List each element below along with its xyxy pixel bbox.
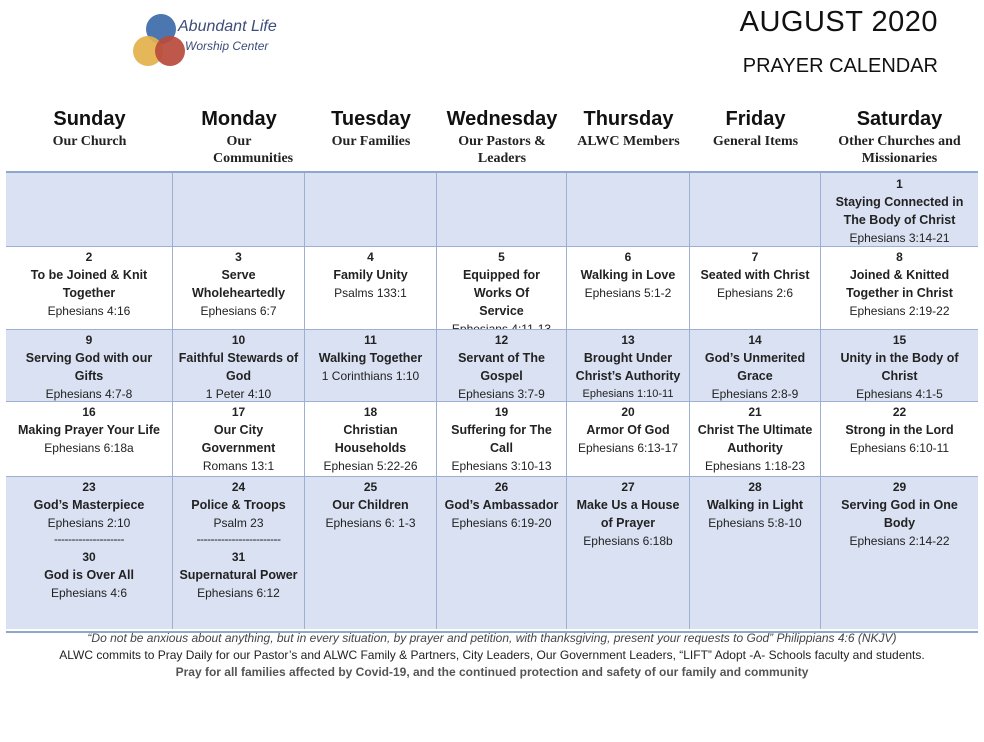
weekday-name: Tuesday	[331, 108, 411, 130]
day-cell	[821, 329, 978, 401]
prayer-topic: Seated with Christ	[700, 268, 810, 282]
day-cell	[567, 476, 690, 629]
date-number: 6	[624, 250, 632, 264]
date-number: 31	[231, 550, 246, 564]
weekday-focus: Our Church	[52, 134, 127, 149]
scripture-reference: Ephesians 3:10-13	[451, 459, 552, 473]
date-number: 1	[896, 177, 903, 191]
day-cell	[437, 401, 567, 476]
weekday-header-1	[173, 108, 305, 167]
date-number: 5	[498, 250, 505, 264]
date-number: 2	[85, 250, 93, 264]
date-number: 23	[82, 480, 96, 494]
date-number: 17	[231, 405, 246, 419]
prayer-topic: Armor Of God	[586, 423, 670, 437]
entry-separator: ------------------------	[196, 532, 281, 546]
day-cell	[6, 173, 173, 246]
scripture-reference: Ephesians 4:1-5	[856, 387, 943, 401]
date-number: 22	[892, 405, 907, 419]
day-cell	[305, 329, 437, 401]
month-title: AUGUST 2020	[739, 6, 938, 38]
day-cell	[305, 401, 437, 476]
prayer-topic: Joined & Knitted Together in Christ	[846, 268, 953, 300]
scripture-reference: Ephesians 2:14-22	[849, 534, 950, 548]
prayer-topic: Servant of The Gospel	[458, 351, 545, 383]
weekday-focus: Our Families	[331, 134, 411, 149]
scripture-reference: Ephesians 6:18b	[583, 534, 673, 548]
date-number: 24	[231, 480, 246, 494]
date-number: 10	[231, 333, 246, 347]
week-divider	[6, 329, 978, 330]
prayer-topic: Walking in Light	[706, 498, 804, 512]
date-number: 7	[751, 250, 759, 264]
footer-covid-prayer: Pray for all families affected by Covid-19, and the continued protection and safety of our family and community	[175, 665, 809, 679]
week-divider	[6, 476, 978, 477]
prayer-topic: To be Joined & Knit Together	[30, 268, 148, 300]
weekday-header-5	[690, 108, 821, 150]
prayer-topic: Equipped for Works Of Service	[462, 268, 541, 318]
day-cell	[690, 246, 821, 329]
day-cell	[567, 173, 690, 246]
date-number: 30	[82, 550, 96, 564]
prayer-topic: Police & Troops	[191, 498, 286, 512]
entry-separator: --------------------	[54, 532, 124, 546]
prayer-topic: God’s Ambassador	[444, 498, 559, 512]
prayer-topic: Staying Connected in The Body of Christ	[835, 195, 964, 227]
date-number: 14	[748, 333, 762, 347]
day-cell	[567, 401, 690, 476]
scripture-reference: Ephesians 3:7-9	[458, 387, 545, 401]
logo-tagline: Worship Center	[185, 39, 269, 53]
scripture-reference: Ephesians 2:8-9	[711, 387, 799, 401]
weekday-name: Sunday	[53, 108, 126, 130]
weekday-header-6	[821, 108, 978, 167]
day-cell	[173, 246, 305, 329]
date-number: 13	[621, 333, 635, 347]
scripture-reference: Ephesians 1:10-11	[582, 388, 674, 400]
day-cell	[690, 173, 821, 246]
prayer-topic: God’s Masterpiece	[33, 498, 145, 512]
prayer-topic: Christian Households	[334, 423, 407, 455]
day-cell	[821, 173, 978, 246]
footer-commitment: ALWC commits to Pray Daily for our Pastor’s and ALWC Family & Partners, City Leaders, Our Government Leaders, “LIFT” Adopt -A- Schools faculty and students.	[59, 648, 925, 662]
date-number: 8	[896, 250, 903, 264]
prayer-topic: God’s Unmerited Grace	[704, 351, 806, 383]
weekday-header-3	[437, 108, 567, 167]
scripture-reference: Ephesians 5:8-10	[708, 516, 802, 530]
scripture-reference: Ephesians 4:7-8	[45, 387, 133, 401]
date-number: 11	[364, 333, 377, 347]
date-number: 9	[85, 333, 93, 347]
day-cell	[437, 246, 567, 329]
scripture-reference: Ephesians 3:14-21	[849, 231, 950, 245]
prayer-topic: Making Prayer Your Life	[18, 423, 160, 437]
scripture-reference: Ephesians 6:12	[197, 586, 280, 600]
weekday-focus: Our Pastors & Leaders	[458, 134, 546, 166]
date-number: 19	[494, 405, 509, 419]
day-cell	[821, 401, 978, 476]
prayer-topic: Walking in Love	[580, 268, 676, 282]
logo-red-circle	[155, 36, 185, 66]
date-number: 21	[748, 405, 762, 419]
prayer-topic: God is Over All	[44, 568, 134, 582]
date-number: 29	[892, 480, 907, 494]
scripture-reference: Ephesians 6:13-17	[577, 441, 679, 455]
scripture-reference: Ephesian 5:22-26	[323, 459, 418, 473]
prayer-topic: Serve Wholeheartedly	[191, 268, 286, 300]
date-number: 26	[494, 480, 509, 494]
day-cell	[173, 329, 305, 401]
weekday-header-2	[305, 108, 437, 150]
prayer-topic: Serving God with our Gifts	[25, 351, 153, 383]
scripture-reference: Psalms 133:1	[334, 286, 407, 300]
prayer-topic: Supernatural Power	[179, 568, 298, 582]
day-cell	[690, 329, 821, 401]
day-cell	[437, 329, 567, 401]
date-number: 16	[82, 405, 96, 419]
prayer-topic: Faithful Stewards of God	[178, 351, 299, 383]
day-cell	[6, 246, 173, 329]
day-cell	[173, 401, 305, 476]
prayer-topic: Brought Under Christ’s Authority	[575, 351, 681, 383]
calendar-grid	[6, 171, 978, 633]
weekday-name: Monday	[201, 108, 277, 130]
scripture-reference: Ephesians 1:18-23	[704, 459, 806, 473]
date-number: 18	[363, 405, 378, 419]
scripture-reference: Ephesians 4:6	[50, 586, 128, 600]
day-cell	[821, 246, 978, 329]
scripture-reference: Ephesians 6:7	[200, 304, 277, 318]
day-cell	[6, 476, 173, 629]
date-number: 28	[748, 480, 762, 494]
date-number: 27	[621, 480, 635, 494]
scripture-reference: Psalm 23	[213, 516, 264, 530]
scripture-reference: Ephesians 2:6	[716, 286, 794, 300]
weekday-name: Thursday	[583, 108, 674, 130]
weekday-header-4	[567, 108, 690, 150]
prayer-topic: Christ The Ultimate Authority	[697, 423, 813, 455]
footer-quote	[6, 631, 978, 645]
scripture-reference: Ephesians 2:19-22	[849, 304, 950, 318]
day-cell	[305, 476, 437, 629]
day-cell	[567, 246, 690, 329]
weekday-focus: General Items	[712, 134, 799, 149]
prayer-topic: Make Us a House of Prayer	[576, 498, 680, 530]
prayer-topic: Family Unity	[333, 268, 408, 282]
church-logo	[133, 14, 303, 70]
day-cell	[305, 173, 437, 246]
weekday-focus: ALWC Members	[577, 134, 680, 149]
scripture-reference: Ephesians 6: 1-3	[325, 516, 416, 530]
day-cell	[6, 329, 173, 401]
day-cell	[305, 246, 437, 329]
weekday-header-0	[6, 108, 173, 150]
week-divider	[6, 246, 978, 247]
prayer-topic: Our City Government	[201, 423, 276, 455]
quote-text: “Do not be anxious about anything, but in every situation, by prayer and petition, with thanksgiving, present your requests to God”	[87, 631, 774, 645]
date-number: 15	[892, 333, 907, 347]
prayer-topic: Serving God in One Body	[841, 498, 958, 530]
scripture-reference: 1 Peter 4:10	[205, 387, 272, 401]
day-cell	[173, 173, 305, 246]
date-number: 25	[363, 480, 378, 494]
scripture-reference: Ephesians 6:18a	[44, 441, 134, 455]
day-cell	[173, 476, 305, 629]
date-number: 20	[621, 405, 635, 419]
scripture-reference: Ephesians 6:10-11	[849, 441, 950, 455]
scripture-reference: Romans 13:1	[202, 459, 275, 473]
scripture-reference: Ephesians 5:1-2	[584, 286, 672, 300]
date-number: 12	[494, 333, 509, 347]
quote-reference: Philippians 4:6 (NKJV)	[776, 631, 897, 645]
prayer-topic: Walking Together	[318, 351, 423, 365]
scripture-reference: Ephesians 2:10	[47, 516, 131, 530]
calendar-subtitle: PRAYER CALENDAR	[742, 55, 938, 77]
day-cell	[567, 329, 690, 401]
weekday-name: Friday	[725, 108, 786, 130]
weekday-focus: Our Communities	[213, 134, 294, 166]
prayer-topic: Unity in the Body of Christ	[840, 351, 959, 383]
scripture-reference: Ephesians 6:19-20	[451, 516, 552, 530]
day-cell	[6, 401, 173, 476]
date-number: 3	[235, 250, 242, 264]
day-cell	[821, 476, 978, 629]
date-number: 4	[367, 250, 374, 264]
day-cell	[437, 173, 567, 246]
prayer-topic: Our Children	[332, 498, 409, 512]
scripture-reference: Ephesians 4:16	[47, 304, 131, 318]
prayer-topic: Strong in the Lord	[845, 423, 954, 437]
logo-name: Abundant Life	[178, 18, 277, 35]
scripture-reference: 1 Corinthians 1:10	[321, 369, 420, 383]
week-divider	[6, 401, 978, 402]
day-cell	[437, 476, 567, 629]
day-cell	[690, 401, 821, 476]
weekday-name: Wednesday	[446, 108, 558, 130]
day-cell	[690, 476, 821, 629]
weekday-name: Saturday	[856, 108, 943, 130]
weekday-focus: Other Churches and Missionaries	[838, 134, 961, 166]
prayer-topic: Suffering for The Call	[451, 423, 552, 455]
